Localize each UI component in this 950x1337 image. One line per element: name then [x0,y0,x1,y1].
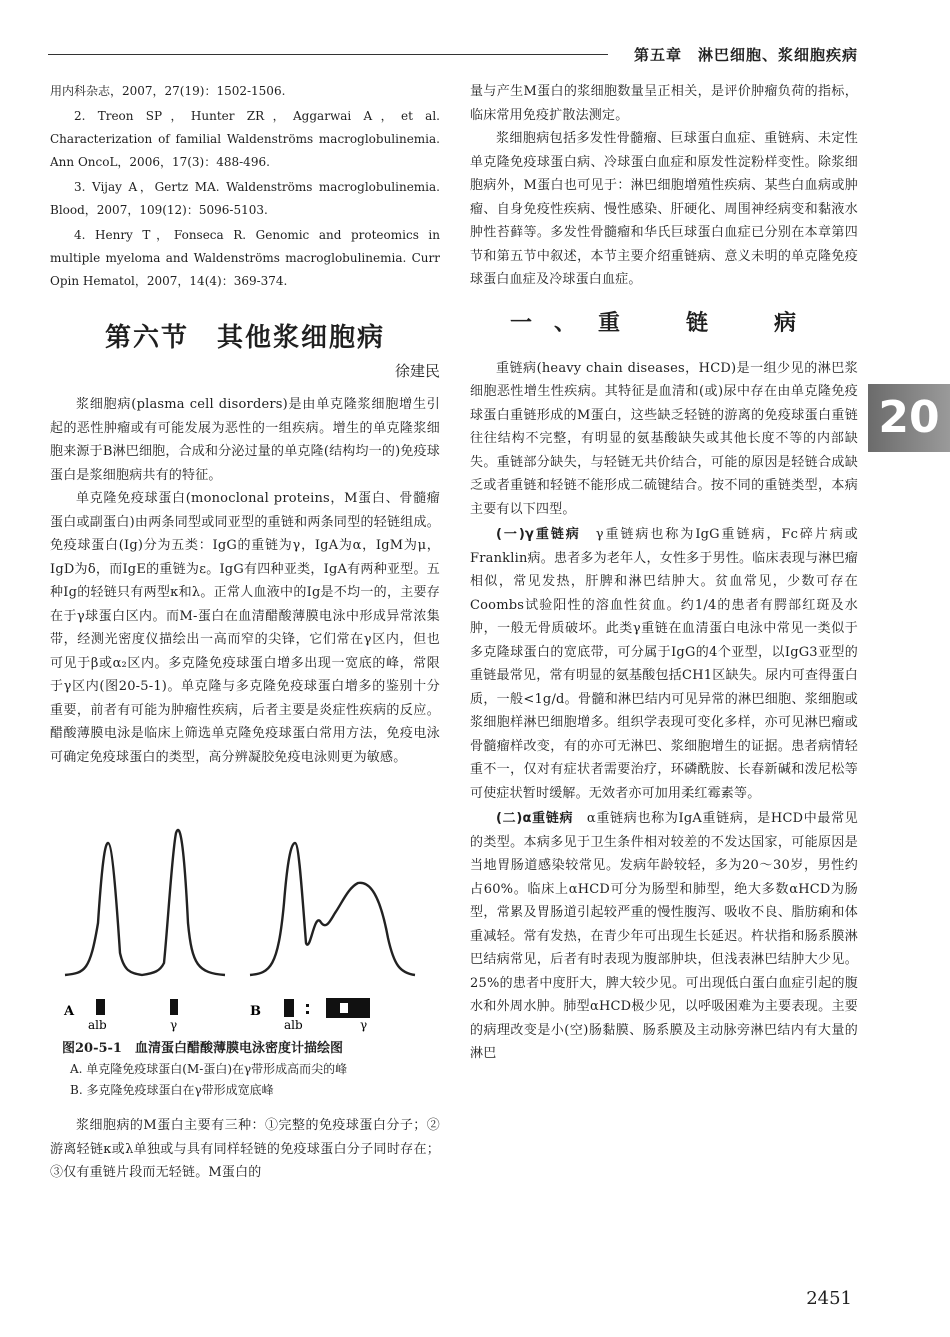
alpha-hcd-heading: (二)α重链病 [496,811,574,826]
body-paragraph: 量与产生M蛋白的浆细胞数量呈正相关，是评价肿瘤负荷的指标，临床常用免疫扩散法测定。 [470,84,858,123]
reference-item: 3. Vijay A，Gertz MA. Waldenströms macroglobulinemia. Blood，2007，109(12)：5096-5103. [50,180,440,217]
band-b-dots-2 [306,1011,309,1014]
running-header: 第五章 淋巴细胞、浆细胞疾病 [633,46,858,64]
section-title: 第六节 其他浆细胞病 [104,323,385,353]
author-name: 徐建民 [394,362,440,380]
panel-a-gamma-label: γ [170,1018,178,1032]
subsection-title: 一、重 链 病 [509,310,818,336]
panel-b-alb-label: alb [284,1018,303,1032]
alpha-hcd-text: α重链病也称为IgA重链病，是HCD中最常见的类型。本病多见于卫生条件相对较差的不发达国家，可能原因是当地胃肠道感染较常见。发病年龄较轻，多为20～30岁，男性约占60%。临床上αHCD可分为肠型和肺型，绝大多数αHCD为肠型，常累及胃肠道引起较严重的慢性腹泻、吸收不良、脂肪痢和体重减轻。常有发热，在青少年可出现生长延迟。杵状指和肠系膜淋巴结病常见，后者有时表现为腹部肿块，但浅表淋巴结肿大少见。25%的患者中度肝大，脾大较少见。可出现低白蛋白血症引起的腹水和外周水肿。肺型αHCD极少见，以呼吸困难为主要表现。主要的病理改变是小(空)肠黏膜、肠系膜及主动脉旁淋巴结内有大量的淋巴 [470,811,859,1061]
body-paragraph: 重链病(heavy chain diseases，HCD)是一组少见的淋巴浆细胞恶性增生性疾病。其特征是血清和(或)尿中存在由单克隆免疫球蛋白重链形成的M蛋白，这些缺乏轻链的游离的免疫球蛋白重链往往结构不完整，有明显的氨基酸缺失或其他长度不等的内部缺失。重链部分缺失，与轻链无共价结合，可能的原因是轻链合成缺乏或者重链和轻链不能形成二硫键结合。按不同的重链类型，本病主要有以下四型。 [470,360,858,517]
body-paragraph: 浆细胞病包括多发性骨髓瘤、巨球蛋白血症、重链病、未定性单克隆免疫球蛋白病、冷球蛋白血症和原发性淀粉样变性。除浆细胞病外，M蛋白也可见于：淋巴细胞增殖性疾病、某些白血病或肿瘤、自身免疫性疾病、慢性感染、肝硬化、周围神经病变和黏液水肿性苔藓等。多发性骨髓瘤和华氏巨球蛋白血症已分别在本章第四节和第五节中叙述，本节主要介绍重链病、意义未明的单克隆免疫球蛋白血症及冷球蛋白血症。 [470,131,858,287]
densitometry-traces [50,803,440,1033]
page-number: 2451 [806,1288,852,1309]
gamma-hcd-text: γ重链病也称为IgG重链病，Fc碎片病或Franklin病。患者多为老年人，女性多于男性。临床表现与淋巴瘤相似，常见发热，肝脾和淋巴结肿大。贫血常见，少数可存在Coombs试验阳性的溶血性贫血。约1/4的患者有腭部红斑及水肿，一般无骨质破坏。此类γ重链在血清蛋白电泳中常见一类似于多克隆球蛋白的宽底带，可分属于IgG的4个亚型，以IgG3亚型的重链最常见，常有明显的氨基酸包括CH1区缺失。尿内可查得蛋白质，一般<1g/d。骨髓和淋巴结内可见异常的淋巴细胞、浆细胞或浆细胞样淋巴细胞增多。组织学表现可变化多样，亦可见淋巴瘤或骨髓瘤样改变，有的亦可无淋巴、浆细胞增生的证据。患者病情轻重不一，仅对有症状者需要治疗，环磷酰胺、长春新碱和泼尼松等可使症状暂时缓解。无效者亦可加用柔红霉素等。 [470,527,858,801]
electrophoresis-figure [50,803,440,1033]
band-a-gamma [170,999,178,1015]
band-b-gamma-gap [340,1003,348,1013]
header-rule [48,54,608,55]
gamma-hcd-heading: (一)γ重链病 [496,527,581,542]
figure-note-b: B. 多克隆免疫球蛋白在γ带形成宽底峰 [70,1083,274,1097]
body-paragraph: 浆细胞病(plasma cell disorders)是由单克隆浆细胞增生引起的恶性肿瘤或有可能发展为恶性的一组疾病。增生的单克隆浆细胞来源于B淋巴细胞，合成和分泌过量的单克隆(结构均一的)免疫球蛋白是浆细胞病共有的特征。 [50,397,440,483]
alpha-hcd-paragraph [470,807,858,1066]
band-a-alb [96,999,105,1015]
panel-a-letter: A [64,1004,75,1019]
reference-item: 4. Henry T，Fonseca R. Genomic and proteomics in multiple myeloma and Waldenströms macroglobulinemia. Curr Opin Hematol，2007，14(4)：369-374. [50,228,440,288]
reference-item: 用内科杂志，2007，27(19)：1502-1506. [50,84,286,98]
chapter-tab: 20 [868,384,950,452]
trace-b-polyclonal [250,843,415,975]
gamma-hcd-paragraph [470,523,858,805]
right-column [470,80,858,1066]
figure-caption: 图20-5-1 血清蛋白醋酸薄膜电泳密度计描绘图 [62,1041,343,1056]
figure-note-a: A. 单克隆免疫球蛋白(M-蛋白)在γ带形成高而尖的峰 [70,1062,348,1076]
body-paragraph: 单克隆免疫球蛋白(monoclonal proteins，M蛋白、骨髓瘤蛋白或副蛋白)由两条同型或同亚型的重链和两条同型的轻链组成。免疫球蛋白(Ig)分为五类：IgG的重链为γ，IgA为α，IgM为μ，IgD为δ，而IgE的重链为ε。IgG有四种亚类，IgA有两种亚型。五种Ig的轻链只有两型κ和λ。正常人血液中的Ig是不均一的，主要存在于γ球蛋白区内。而M-蛋白在血清醋酸薄膜电泳中形成异常浓集带，经测光密度仪描绘出一高而窄的尖锋，它们常在γ区内，但也可见于β或α₂区内。多克隆免疫球蛋白增多出现一宽底的峰，常限于γ区内(图20-5-1)。单克隆与多克隆免疫球蛋白增多的鉴别十分重要，前者有可能为肿瘤性疾病，后者主要是炎症性疾病的反应。醋酸薄膜电泳是临床上筛选单克隆免疫球蛋白常用方法，免疫电泳可确定免疫球蛋白的类型，高分辨凝胶免疫电泳则更为敏感。 [50,491,440,765]
band-b-dots [306,1004,309,1007]
trace-a-monoclonal [65,830,225,975]
panel-b-gamma-label: γ [360,1018,368,1032]
panel-a-alb-label: alb [88,1018,107,1032]
panel-b-letter: B [250,1004,261,1019]
reference-item: 2. Treon SP，Hunter ZR，Aggarwai A，et al. Characterization of familial Waldenströms macroglobulinemia. Ann OncoL，2006，17(3)：488-496. [50,109,440,169]
body-paragraph: 浆细胞病的M蛋白主要有三种：①完整的免疫球蛋白分子；②游离轻链κ或λ单独或与具有同样轻链的免疫球蛋白分子同时存在；③仅有重链片段而无轻链。M蛋白的 [50,1118,440,1180]
left-column [50,80,440,1185]
band-b-alb [284,999,294,1017]
